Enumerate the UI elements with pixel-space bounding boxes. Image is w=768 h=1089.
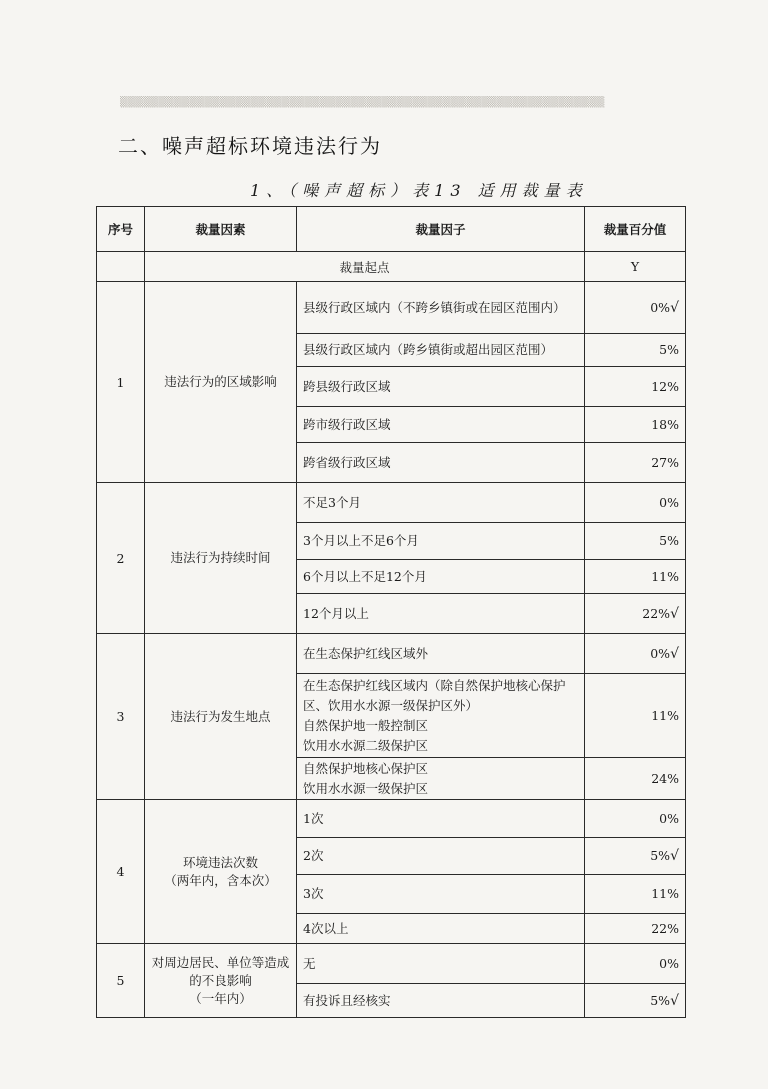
percent-cell [585, 367, 686, 407]
percent-value: 0% [659, 494, 679, 510]
sub-factor: 12个月以上 [297, 594, 585, 634]
table-row [97, 483, 686, 523]
table-row [97, 634, 686, 674]
sub-factor: 3次 [297, 875, 585, 914]
percent-value: 11% [651, 568, 679, 584]
percent-cell [585, 483, 686, 523]
percent-cell [585, 758, 686, 800]
percent-value: 0% [659, 810, 679, 826]
percent-cell [585, 282, 686, 334]
sub-factor: 不足3个月 [297, 483, 585, 523]
percent-value: 0% [659, 955, 679, 971]
percent-cell [585, 914, 686, 944]
percent-value: 11% [651, 886, 679, 901]
row-number: 5 [97, 944, 145, 1018]
percent-value: 5% [659, 342, 679, 357]
percent-cell [585, 407, 686, 443]
base-label: 裁量起点 [145, 252, 585, 282]
percent-value: 0% [650, 299, 671, 315]
row-number: 2 [97, 483, 145, 634]
percent-cell [585, 594, 686, 634]
sub-factor: 县级行政区域内（不跨乡镇街或在园区范围内） [297, 282, 585, 334]
sub-factor: 2次 [297, 838, 585, 875]
sub-factor: 自然保护地核心保护区 饮用水水源一级保护区 [297, 758, 585, 800]
percent-value: 11% [651, 707, 679, 723]
base-row [97, 252, 686, 282]
sub-factor: 3个月以上不足6个月 [297, 523, 585, 560]
base-value: Y [585, 252, 686, 282]
table-header-row [97, 207, 686, 252]
header-factor: 裁量因素 [145, 207, 297, 252]
percent-cell [585, 334, 686, 367]
table-body [97, 252, 686, 1018]
check-mark: √ [670, 605, 679, 622]
discretion-factor: 环境违法次数 （两年内，含本次） [145, 800, 297, 944]
percent-value: 27% [651, 454, 679, 470]
check-mark: √ [670, 299, 679, 316]
percent-value: 5% [659, 533, 679, 548]
percent-value: 22% [651, 920, 679, 936]
table-row [97, 282, 686, 334]
discretion-factor: 违法行为的区域影响 [145, 282, 297, 483]
header-sub-factor: 裁量因子 [297, 207, 585, 252]
discretion-factor: 违法行为发生地点 [145, 634, 297, 800]
percent-cell [585, 443, 686, 483]
percent-cell [585, 800, 686, 838]
row-number: 1 [97, 282, 145, 483]
sub-factor: 跨县级行政区域 [297, 367, 585, 407]
check-mark: √ [670, 645, 679, 662]
header-percent: 裁量百分值 [585, 207, 686, 252]
section-title: 二、噪声超标环境违法行为 [118, 134, 382, 158]
percent-cell [585, 944, 686, 984]
sub-factor: 有投诉且经核实 [297, 984, 585, 1018]
percent-cell [585, 875, 686, 914]
percent-cell [585, 984, 686, 1018]
discretion-factor: 违法行为持续时间 [145, 483, 297, 634]
discretion-table [96, 206, 686, 1018]
percent-cell [585, 560, 686, 594]
percent-cell [585, 634, 686, 674]
percent-cell [585, 523, 686, 560]
check-mark: √ [670, 992, 679, 1009]
percent-value: 12% [651, 378, 679, 394]
row-number: 3 [97, 634, 145, 800]
percent-value: 18% [651, 416, 679, 432]
percent-value: 5% [650, 992, 671, 1008]
row-number: 4 [97, 800, 145, 944]
handwritten-table-caption: 1、（噪声超标）表13 适用裁量表 [250, 181, 588, 200]
sub-factor: 4次以上 [297, 914, 585, 944]
bleed-through-text: ▒▒▒▒▒▒▒▒▒▒▒▒▒▒▒▒▒▒▒▒▒▒▒▒▒▒▒▒▒▒▒▒▒▒▒▒▒▒▒▒▒▒▒▒▒▒▒▒▒▒▒▒▒▒▒▒▒▒▒▒▒▒▒ [120, 97, 605, 108]
percent-cell [585, 838, 686, 875]
check-mark: √ [670, 848, 679, 864]
table-row [97, 944, 686, 984]
percent-value: 24% [651, 770, 679, 786]
sub-factor: 跨市级行政区域 [297, 407, 585, 443]
sub-factor: 6个月以上不足12个月 [297, 560, 585, 594]
sub-factor: 在生态保护红线区域内（除自然保护地核心保护区、饮用水水源一级保护区外） 自然保护地一般控制区 饮用水水源二级保护区 [297, 674, 585, 758]
header-no: 序号 [97, 207, 145, 252]
percent-value: 22% [642, 605, 671, 621]
sub-factor: 1次 [297, 800, 585, 838]
sub-factor: 跨省级行政区域 [297, 443, 585, 483]
percent-value: 5% [650, 848, 671, 863]
discretion-factor: 对周边居民、单位等造成的不良影响 （一年内） [145, 944, 297, 1018]
table-row [97, 800, 686, 838]
percent-value: 0% [650, 645, 671, 661]
percent-cell [585, 674, 686, 758]
base-empty-cell [97, 252, 145, 282]
sub-factor: 县级行政区域内（跨乡镇街或超出园区范围） [297, 334, 585, 367]
sub-factor: 在生态保护红线区域外 [297, 634, 585, 674]
sub-factor: 无 [297, 944, 585, 984]
